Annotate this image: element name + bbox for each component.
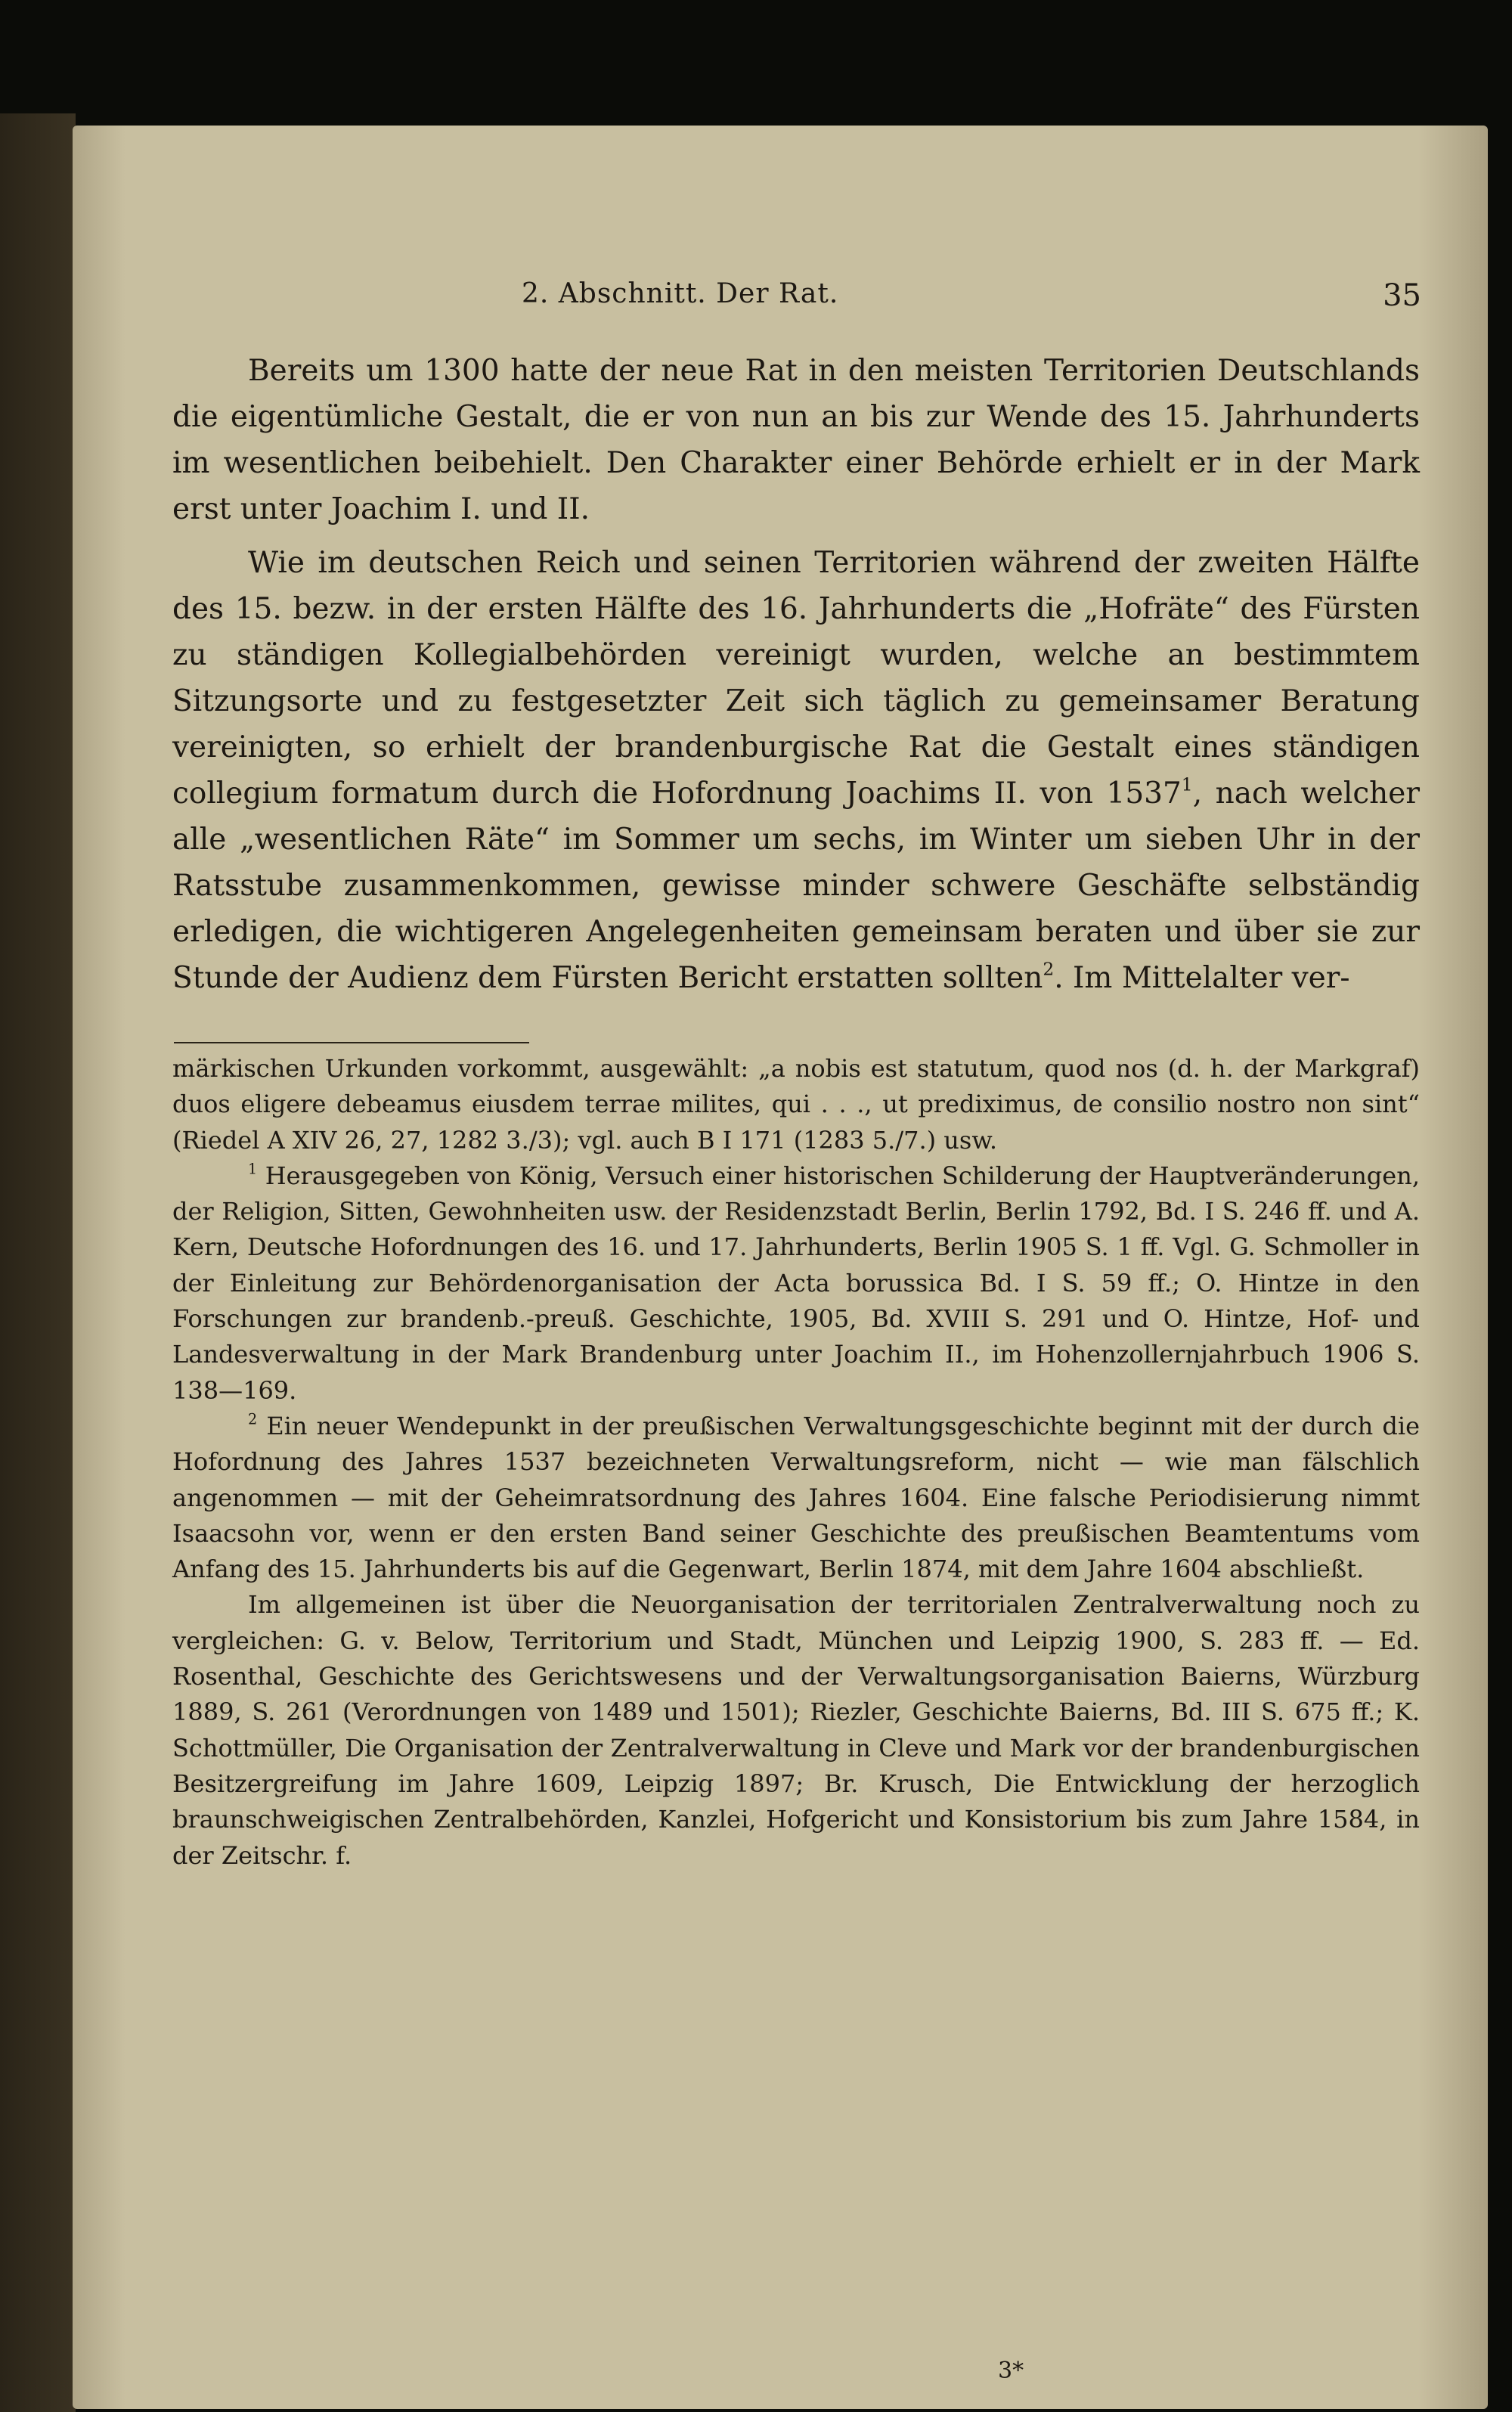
footnotes	[172, 1051, 1420, 1874]
footnote-1	[172, 1158, 1420, 1409]
paragraph-1: Bereits um 1300 hatte der neue Rat in den meisten Territorien Deutschlands die eigentümliche Gestalt, die er von nun an bis zur Wende des 15. Jahrhunderts im wesentlichen beibehielt. Den Charakter einer Behörde erhielt er in der Mark erst unter Joachim I. und II.	[172, 354, 1420, 526]
footnote-1-text: Herausgegeben von König, Versuch einer historischen Schilderung der Hauptveränderungen, der Religion, Sitten, Gewohnheiten usw. der Residenzstadt Berlin, Berlin 1792, Bd. I S. 246 ff. und A. Kern, Deutsche Hofordnungen des 16. und 17. Jahrhunderts, Berlin 1905 S. 1 ff. Vgl. G. Schmoller in der Einleitung zur Behördenorganisation der Acta borussica Bd. I S. 59 ff.; O. Hintze in den Forschungen zur brandenb.-preuß. Geschichte, 1905, Bd. XVIII S. 291 und O. Hintze, Hof- und Landesverwaltung in der Mark Brandenburg unter Joachim II., im Hohenzollernjahrbuch 1906 S. 138—169.	[172, 1161, 1421, 1405]
page-number: 35	[1383, 278, 1421, 313]
footnote-2-mark: 2	[248, 1410, 258, 1428]
footnote-1-mark: 1	[248, 1160, 258, 1178]
footnote-2-text: Ein neuer Wendepunkt in der preußischen Verwaltungsgeschichte beginnt mit der durch die Hofordnung des Jahres 1537 bezeichneten Verwaltungsreform, nicht — wie man fälschlich angenommen — mit der Geheimratsordnung des Jahres 1604. Eine falsche Periodisierung nimmt Isaacsohn vor, wenn er den ersten Band seiner Geschichte des preußischen Beamtentums vom Anfang des 15. Jahrhunderts bis auf die Gegenwart, Berlin 1874, mit dem Jahre 1604 abschließt.	[172, 1411, 1421, 1584]
running-title: 2. Abschnitt. Der Rat.	[522, 278, 839, 309]
footnote-2-additional: Im allgemeinen ist über die Neuorganisation der territorialen Zentralverwaltung noch zu vergleichen: G. v. Below, Territorium und Stadt, München und Leipzig 1900, S. 283 ff. — Ed. Rosenthal, Geschichte des Gerichtswesens und der Verwaltungsorganisation Baierns, Würzburg 1889, S. 261 (Verordnungen von 1489 und 1501); Riezler, Geschichte Baierns, Bd. III S. 675 ff.; K. Schottmüller, Die Organisation der Zentralverwaltung in Cleve und Mark vor der brandenburgischen Besitzergreifung im Jahre 1609, Leipzig 1897; Br. Krusch, Die Entwicklung der herzoglich braunschweigischen Zentralbehörden, Kanzlei, Hofgericht und Konsistorium bis zum Jahre 1584, in der Zeitschr. f.	[172, 1590, 1420, 1870]
running-head	[181, 278, 1421, 324]
paragraph-2-text-c: . Im Mittelalter ver-	[1054, 961, 1350, 995]
paragraph-2	[172, 540, 1420, 1001]
footnote-2	[172, 1409, 1420, 1587]
paragraph-2-text-a: Wie im deutschen Reich und seinen Territorien während der zweiten Hälfte des 15. bezw. in der ersten Hälfte des 16. Jahrhunderts die „Hofräte“ des Fürsten zu ständigen Kollegialbehörden vereinigt wurden, welche an bestimmtem Sitzungsorte und zu festgesetzter Zeit sich täglich zu gemeinsamer Beratung vereinigten, so erhielt der brandenburgische Rat die Gestalt eines ständigen collegium formatum durch die Hofordnung Joachims II. von 1537	[172, 546, 1420, 811]
footnote-ref-1: 1	[1181, 774, 1193, 795]
footnote-ref-2: 2	[1043, 958, 1055, 980]
footnote-separator	[174, 1042, 529, 1043]
main-text	[172, 348, 1420, 1009]
paragraph-2-text-b: , nach welcher alle „wesentlichen Räte“ im Sommer um sechs, im Winter um sieben Uhr in der Ratsstube zusammenkommen, gewisse minder schwere Geschäfte selbständig erledigen, die wichtigeren Angelegenheiten gemeinsam beraten und über sie zur Stunde der Audienz dem Fürsten Bericht erstatten sollten	[172, 777, 1421, 995]
book-binding-edge	[0, 113, 76, 2412]
signature-mark: 3*	[998, 2358, 1024, 2384]
footnote-continuation: märkischen Urkunden vorkommt, ausgewählt: „a nobis est statutum, quod nos (d. h. der Markgraf) duos eligere debeamus eiusdem terrae milites, qui . . ., ut prediximus, de consilio nostro non sint“ (Riedel A XIV 26, 27, 1282 3./3); vgl. auch B I 171 (1283 5./7.) usw.	[172, 1054, 1420, 1155]
